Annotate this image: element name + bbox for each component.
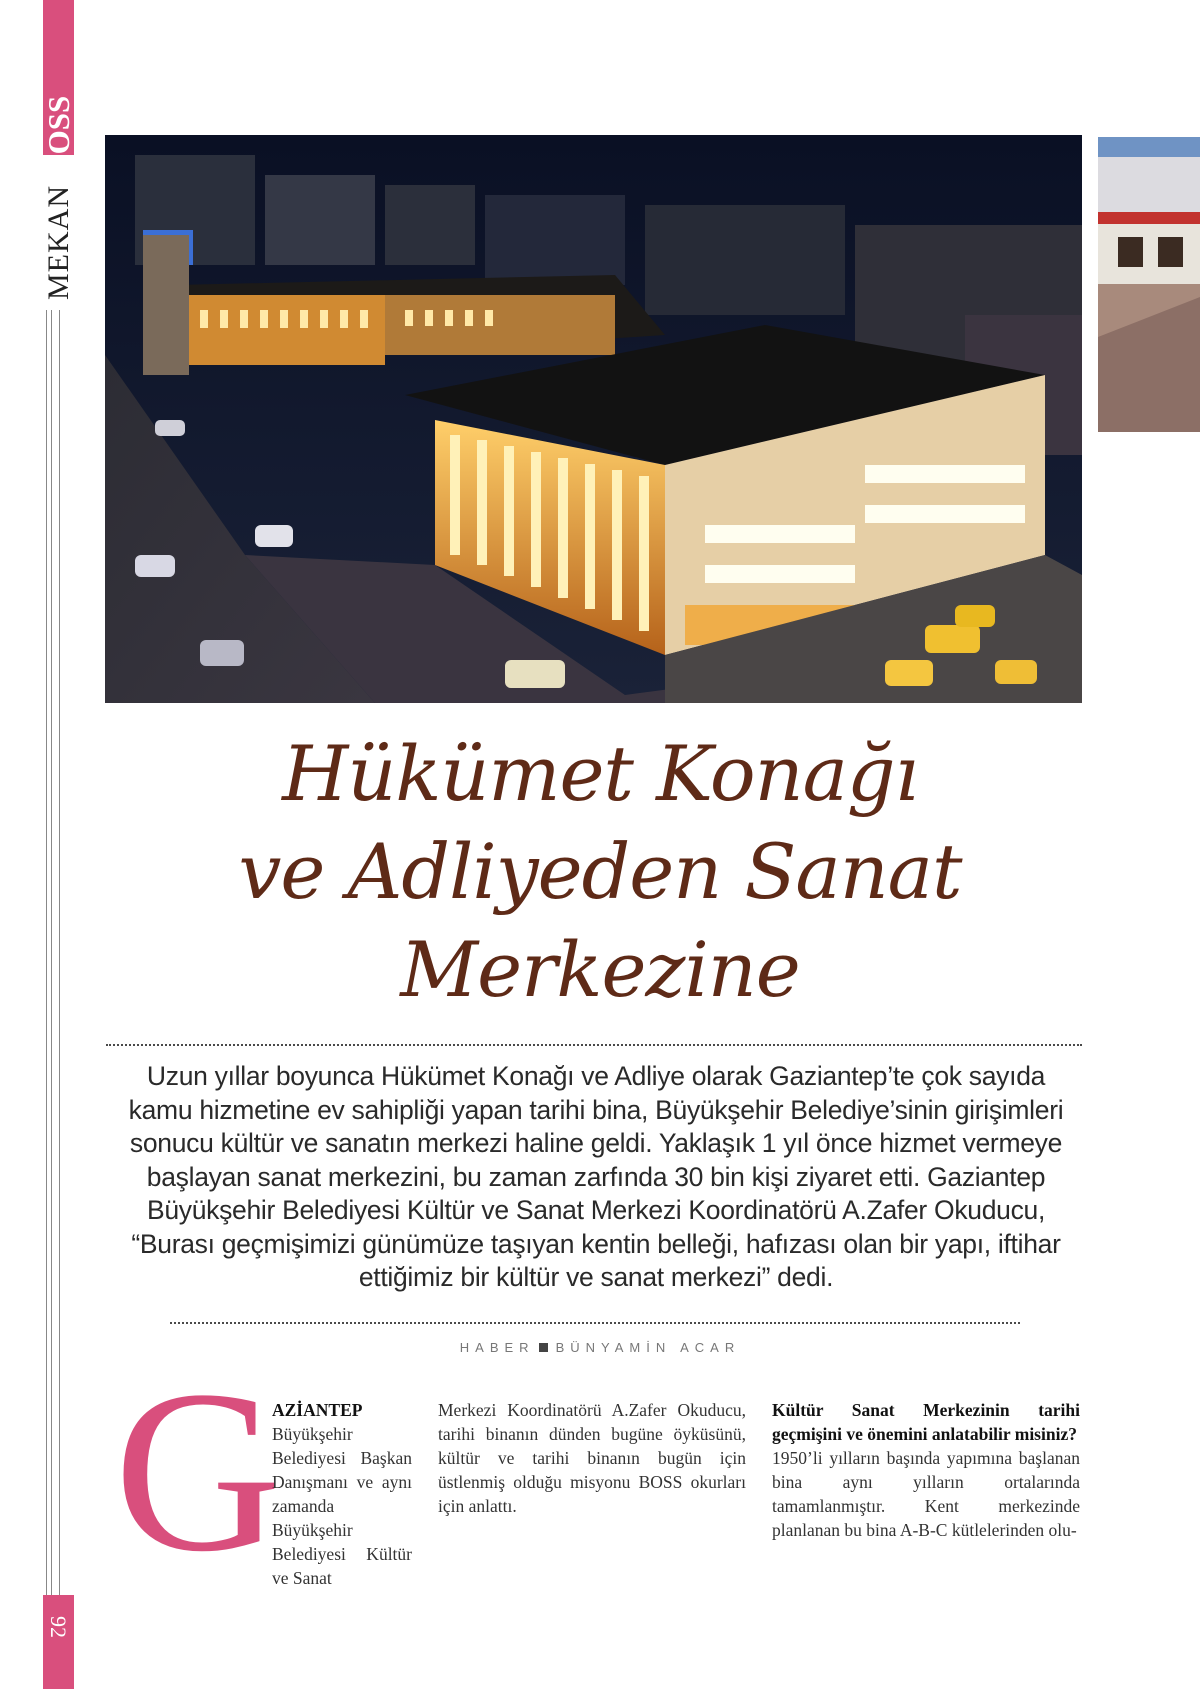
page-number-text: 92 [46, 1616, 71, 1638]
body-lead-word: AZİANTEP [272, 1400, 363, 1420]
body-column-3 [772, 1398, 1080, 1542]
section-label [41, 40, 76, 300]
square-bullet-icon [539, 1343, 548, 1352]
body-column-1 [272, 1398, 412, 1590]
brand-logo: BOSS [41, 95, 76, 175]
interview-question: Kültür Sanat Merkezinin tarihi geçmişini ve önemini anlatabilir misiniz? [772, 1400, 1080, 1444]
article-title [150, 725, 1050, 1019]
night-building-photo [105, 135, 1082, 703]
body-column-1-text: Büyükşehir Belediyesi Başkan Danışmanı ve aynı zamanda Büyükşehir Belediyesi Kültür ve Sanat [272, 1424, 412, 1588]
body-column-3-text: 1950’li yılların başında yapımına başlanan bina aynı yılların ortalarında tamamlanmıştır. Kent merkezinde planlanan bu bina A-B-C kütlelerinden olu- [772, 1448, 1080, 1540]
byline-author: BÜNYAMİN ACAR [555, 1340, 741, 1355]
section-name: MEKAN [42, 185, 75, 300]
dotted-divider-bottom [170, 1322, 1020, 1324]
drop-cap: G [114, 1343, 282, 1600]
byline [300, 1340, 900, 1355]
side-photo-icon [1098, 137, 1200, 432]
vertical-rule [46, 310, 60, 1600]
byline-label: HABER [459, 1340, 535, 1355]
body-column-2: Merkezi Koordinatörü A.Zafer Okuducu, tarihi binanın dünden bugüne öyküsünü, kültür ve tarihi binanın bugün için üstlenmiş olduğu misyonu BOSS okurları için anlattı. [438, 1400, 746, 1516]
title-line-2: ve Adliyeden Sanat [238, 827, 962, 916]
dotted-divider-top [106, 1044, 1082, 1046]
title-line-1: Hükümet Konağı [282, 729, 918, 818]
night-building-photo-icon [105, 135, 1082, 703]
side-photo [1098, 137, 1200, 432]
lead-paragraph: Uzun yıllar boyunca Hükümet Konağı ve Adliye olarak Gaziantep’te çok sayıda kamu hizmetine ev sahipliği yapan tarihi bina, Büyükşehir Belediye’sinin girişimleri sonucu kültür ve sanatın merkezi haline geldi. Yaklaşık 1 yıl önce hizmet vermeye başlayan sanat merkezini, bu zaman zarfında 30 bin kişi ziyaret etti. Gaziantep Büyükşehir Belediyesi Kültür ve Sanat Merkezi Koordinatörü A.Zafer Okuducu, “Burası geçmişimizi günümüze taşıyan kentin belleği, hafızası olan bir yapı, iftihar ettiğimiz bir kültür ve sanat merkezi” dedi. [128, 1061, 1064, 1292]
page-number [42, 1602, 74, 1652]
title-line-3: Merkezine [400, 925, 800, 1014]
